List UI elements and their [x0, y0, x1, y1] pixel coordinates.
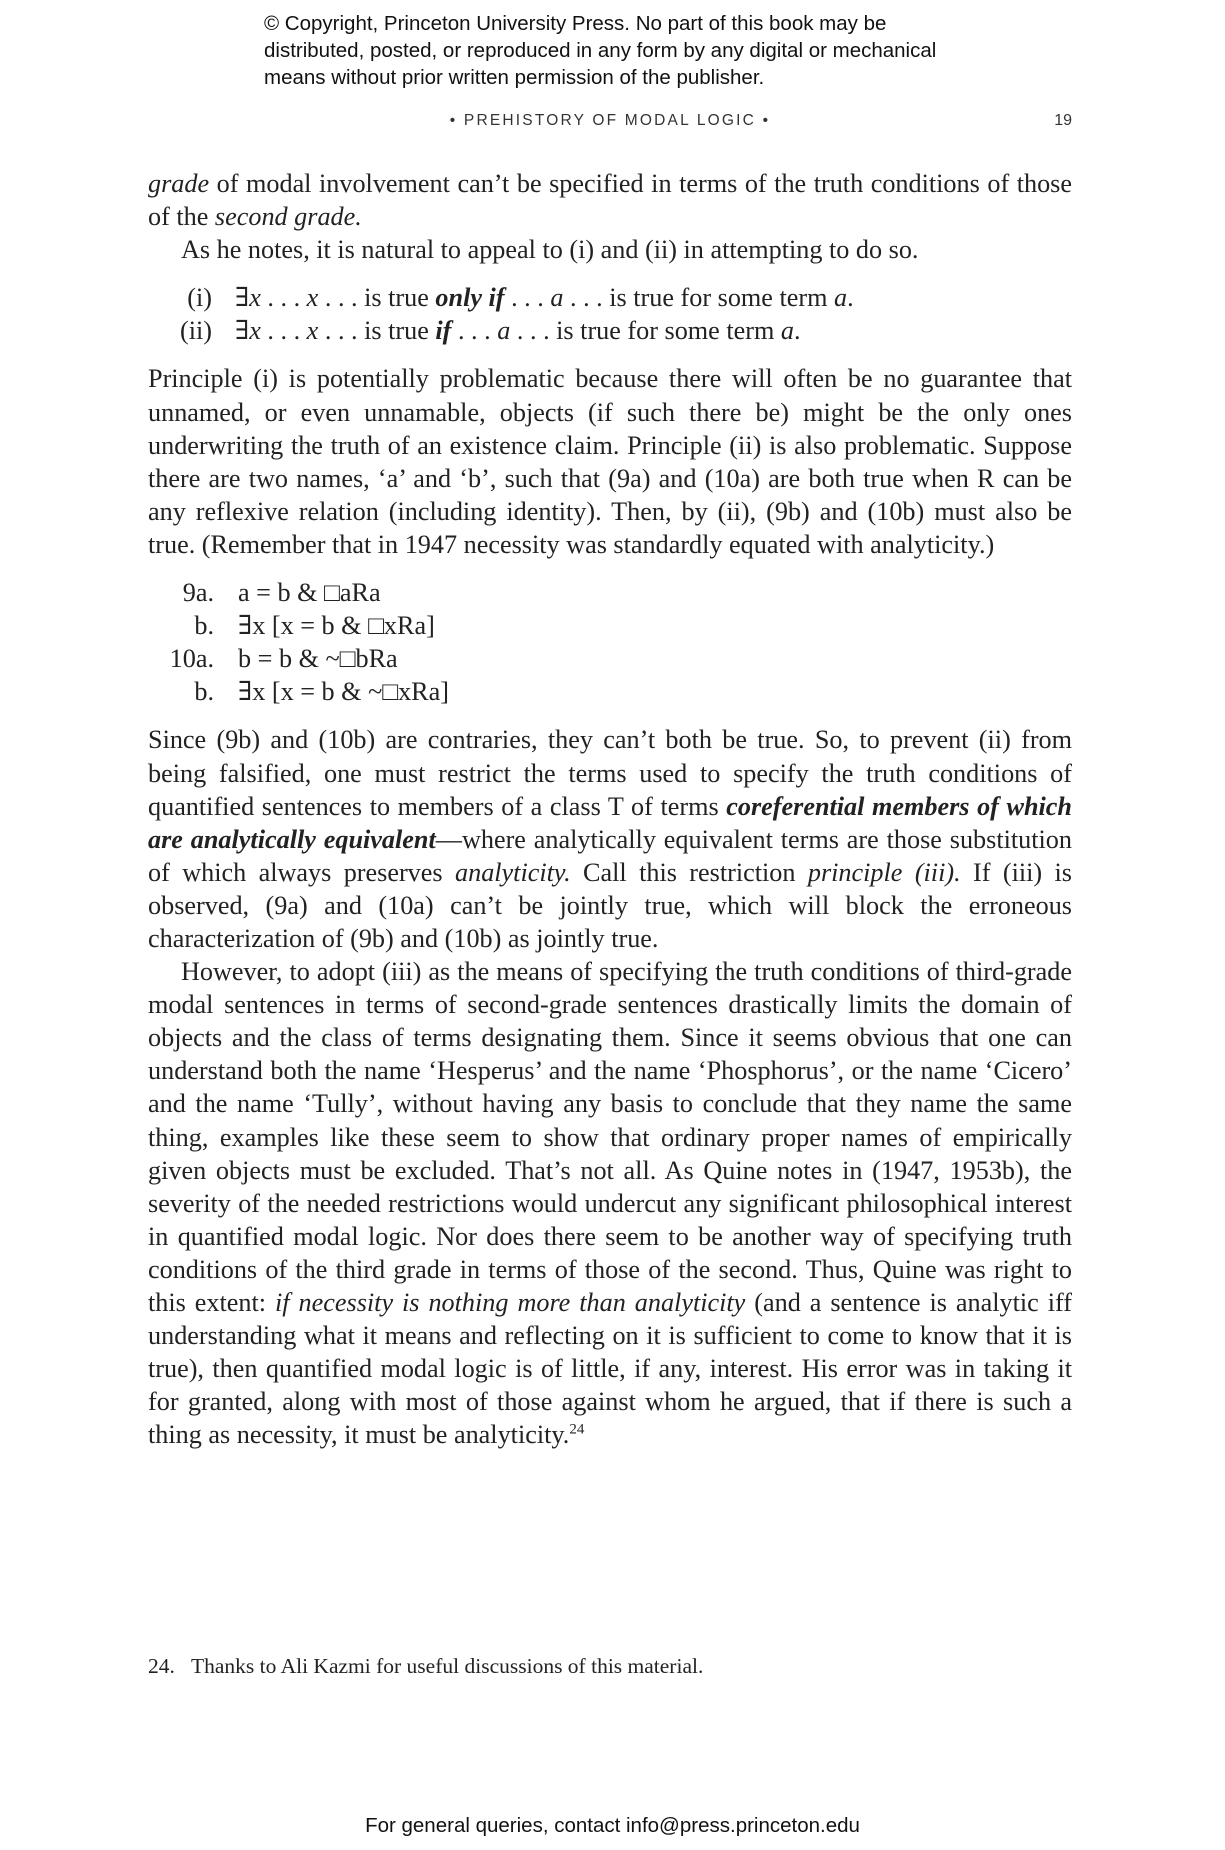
principle-label: (i): [187, 283, 212, 313]
principle-statement: ∃x . . . x . . . is true if . . . a . . . is true for some term a.: [235, 316, 801, 346]
example-9b: [148, 609, 1072, 642]
example-9a: [148, 576, 1072, 609]
principle-label: (ii): [180, 316, 212, 346]
paragraph: grade of modal involvement can’t be specified in terms of the truth conditions of those of the second grade.: [148, 169, 1072, 232]
copyright-line: distributed, posted, or reproduced in any form by any digital or mechanical: [264, 39, 937, 62]
footnote-text: Thanks to Ali Kazmi for useful discussions of this material.: [191, 1654, 704, 1678]
footnote-ref: 24: [569, 1421, 585, 1438]
example-label: 10a.: [169, 644, 214, 674]
example-formula: ∃x [x = b & ~□xRa]: [238, 677, 449, 707]
example-label: 9a.: [182, 578, 214, 608]
example-formula: b = b & ~□bRa: [238, 644, 398, 674]
paragraph: Principle (i) is potentially problematic because there will often be no guarantee that unnamed, or even unnamable, objects (if such there be) might be the only ones underwriting the truth of an existence claim. Principle (ii) is also problematic. Suppose there are two names, ‘a’ and ‘b’, such that (9a) and (10a) are both true when R can be any reflexive relation (including identity). Then, by (ii), (9b) and (10b) must also be true. (Remember that in 1947 necessity was standardly equated with analyticity.): [148, 364, 1072, 559]
paragraph: As he notes, it is natural to appeal to (i) and (ii) in attempting to do so.: [181, 235, 919, 265]
principle-list: [148, 281, 1072, 347]
principle-ii: [148, 314, 1072, 347]
example-10a: [148, 642, 1072, 675]
example-label: b.: [194, 611, 214, 641]
running-title: • PREHISTORY OF MODAL LOGIC •: [449, 112, 771, 129]
example-label: b.: [194, 677, 214, 707]
copyright-line: © Copyright, Princeton University Press. No part of this book may be: [264, 12, 887, 35]
page-number: 19: [1054, 112, 1072, 129]
contact-line: For general queries, contact info@press.princeton.edu: [365, 1814, 860, 1837]
footnote-number: 24.: [148, 1654, 175, 1678]
body-text: [148, 167, 1072, 1451]
example-10b: [148, 675, 1072, 708]
running-head: [148, 112, 1072, 138]
copyright-notice: [264, 10, 1024, 91]
example-formula: a = b & □aRa: [238, 578, 381, 608]
footnote: [148, 1652, 1072, 1680]
example-list: [148, 576, 1072, 708]
principle-statement: ∃x . . . x . . . is true only if . . . a . . . is true for some term a.: [235, 283, 854, 313]
paragraph: However, to adopt (iii) as the means of specifying the truth conditions of third-grade modal sentences in terms of second-grade sentences drastically limits the domain of objects and the class of terms designating them. Since it seems obvious that one can understand both the name ‘Hesperus’ and the name ‘Phosphorus’, or the name ‘Cicero’ and the name ‘Tully’, without having any basis to conclude that they name the same thing, examples like these seem to show that ordinary proper names of empirically given objects must be excluded. That’s not all. As Quine notes in (1947, 1953b), the severity of the needed restrictions would undercut any significant philosophical interest in quantified modal logic. Nor does there seem to be another way of specifying truth conditions of the third grade in terms of those of the second. Thus, Quine was right to this extent: if necessity is nothing more than analyticity (and a sentence is analytic iff understanding what it means and reflecting on it is sufficient to come to know that it is true), then quantified modal logic is of little, if any, interest. His error was in taking it for granted, along with most of those against whom he argued, that if there is such a thing as necessity, it must be analyticity.$^{24}$: [148, 957, 1072, 1450]
paragraph: Since (9b) and (10b) are contraries, they can’t both be true. So, to prevent (ii) from being falsified, one must restrict the terms used to specify the truth conditions of quantified sentences to members of a class T of terms coreferential members of which are analytically equivalent—where analytically equivalent terms are those substitution of which always preserves analyticity. Call this restriction principle (iii). If (iii) is observed, (9a) and (10a) can’t be jointly true, which will block the erroneous characterization of (9b) and (10b) as jointly true.: [148, 725, 1072, 953]
principle-i: [148, 281, 1072, 314]
example-formula: ∃x [x = b & □xRa]: [238, 611, 435, 641]
copyright-line: means without prior written permission of the publisher.: [264, 66, 765, 89]
